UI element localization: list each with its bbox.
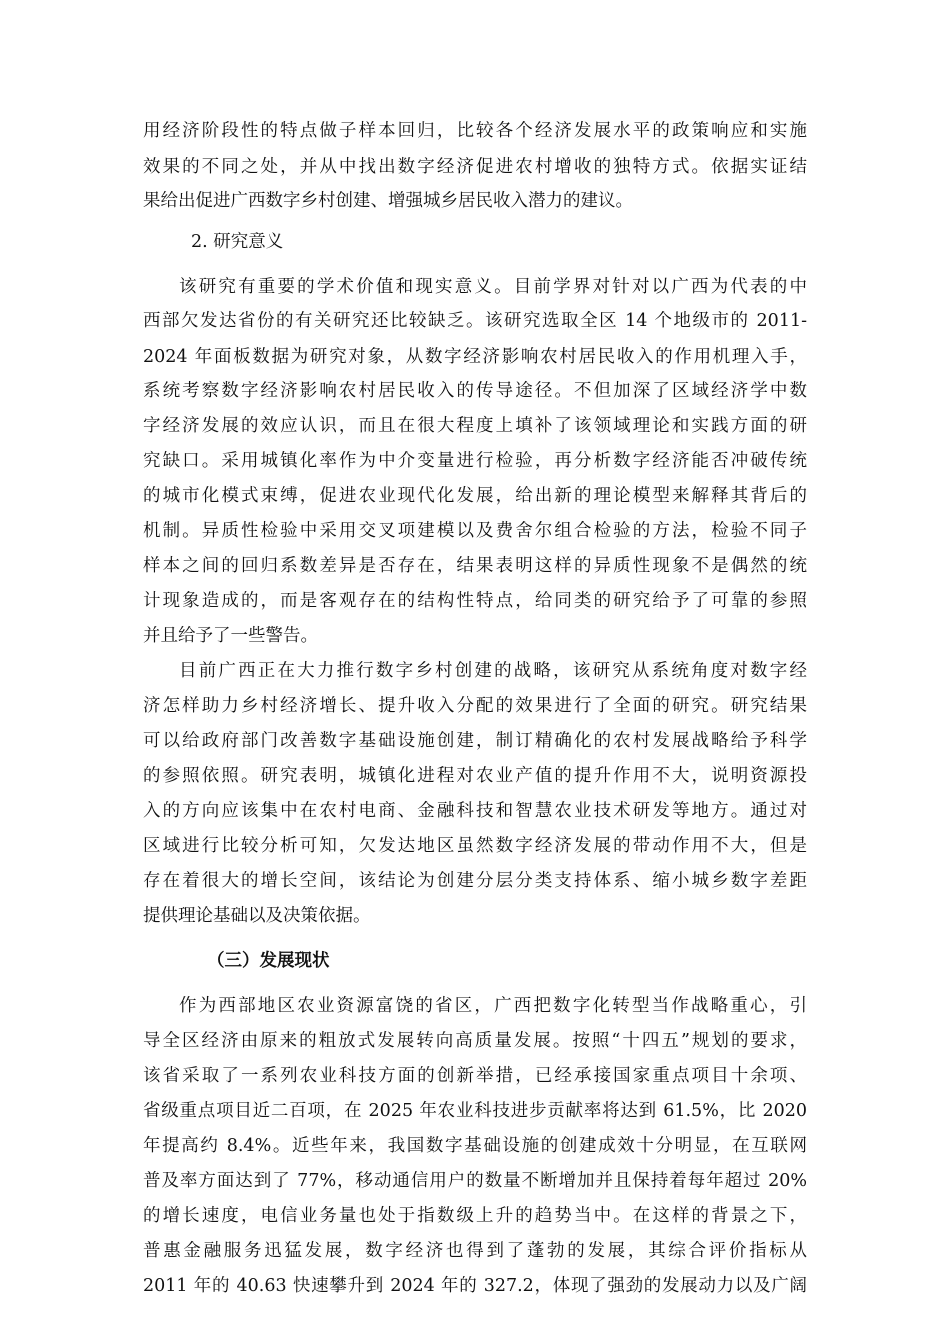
status-line: 导全区经济由原来的粗放式发展转向高质量发展。按照“十四五”规划的要求， [143, 1031, 807, 1051]
significance-p2-line: 的参照依照。研究表明，城镇化进程对农业产值的提升作用不大，说明资源投 [143, 766, 807, 786]
significance-p2-line: 提供理论基础以及决策依据。 [143, 906, 371, 926]
significance-p1-line: 并且给予了一些警告。 [143, 626, 318, 646]
status-line: 年提高约 8.4%。近些年来，我国数字基础设施的创建成效十分明显，在互联网 [143, 1136, 807, 1156]
intro-line: 果给出促进广西数字乡村创建、增强城乡居民收入潜力的建议。 [143, 191, 633, 211]
significance-p1-line: 字经济发展的效应认识，而且在很大程度上填补了该领域理论和实践方面的研 [143, 416, 807, 436]
subheading-research-significance: 2. 研究意义 [191, 232, 284, 252]
significance-p1-line: 计现象造成的，而是客观存在的结构性特点，给同类的研究给予了可靠的参照 [143, 591, 807, 611]
status-line: 的增长速度，电信业务量也处于指数级上升的趋势当中。在这样的背景之下， [143, 1206, 807, 1226]
significance-p1-line: 西部欠发达省份的有关研究还比较缺乏。该研究选取全区 14 个地级市的 2011- [143, 311, 807, 331]
status-line: 普及率方面达到了 77%，移动通信用户的数量不断增加并且保持着每年超过 20% [143, 1171, 807, 1191]
significance-p2-line: 目前广西正在大力推行数字乡村创建的战略，该研究从系统角度对数字经 [179, 661, 807, 681]
significance-p2-line: 存在着很大的增长空间，该结论为创建分层分类支持体系、缩小城乡数字差距 [143, 871, 807, 891]
status-line: 该省采取了一系列农业科技方面的创新举措，已经承接国家重点项目十余项、 [143, 1066, 807, 1086]
intro-line: 用经济阶段性的特点做子样本回归，比较各个经济发展水平的政策响应和实施 [143, 121, 807, 141]
significance-p2-line: 济怎样助力乡村经济增长、提升收入分配的效果进行了全面的研究。研究结果 [143, 696, 807, 716]
section-heading-development-status: （三）发展现状 [207, 951, 330, 971]
significance-p1-line: 究缺口。采用城镇化率作为中介变量进行检验，再分析数字经济能否冲破传统 [143, 451, 807, 471]
significance-p1-line: 机制。异质性检验中采用交叉项建模以及费舍尔组合检验的方法，检验不同子 [143, 521, 807, 541]
status-line: 省级重点项目近二百项，在 2025 年农业科技进步贡献率将达到 61.5%，比 2020 [143, 1101, 807, 1121]
significance-p2-line: 可以给政府部门改善数字基础设施创建，制订精确化的农村发展战略给予科学 [143, 731, 807, 751]
significance-p2-line: 区域进行比较分析可知，欠发达地区虽然数字经济发展的带动作用不大，但是 [143, 836, 807, 856]
significance-p1-line: 的城市化模式束缚，促进农业现代化发展，给出新的理论模型来解释其背后的 [143, 486, 807, 506]
status-line: 作为西部地区农业资源富饶的省区，广西把数字化转型当作战略重心，引 [179, 996, 807, 1016]
significance-p1-line: 2024 年面板数据为研究对象，从数字经济影响农村居民收入的作用机理入手， [143, 347, 807, 367]
significance-p2-line: 入的方向应该集中在农村电商、金融科技和智慧农业技术研发等地方。通过对 [143, 801, 807, 821]
status-line: 2011 年的 40.63 快速攀升到 2024 年的 327.2，体现了强劲的发展动力以及广阔 [143, 1276, 807, 1296]
significance-p1-line: 系统考察数字经济影响农村居民收入的传导途径。不但加深了区域经济学中数 [143, 381, 807, 401]
significance-p1-line: 该研究有重要的学术价值和现实意义。目前学界对针对以广西为代表的中 [179, 277, 807, 297]
status-line: 普惠金融服务迅猛发展，数字经济也得到了蓬勃的发展，其综合评价指标从 [143, 1241, 807, 1261]
intro-line: 效果的不同之处，并从中找出数字经济促进农村增收的独特方式。依据实证结 [143, 157, 807, 177]
significance-p1-line: 样本之间的回归系数差异是否存在，结果表明这样的异质性现象不是偶然的统 [143, 556, 807, 576]
